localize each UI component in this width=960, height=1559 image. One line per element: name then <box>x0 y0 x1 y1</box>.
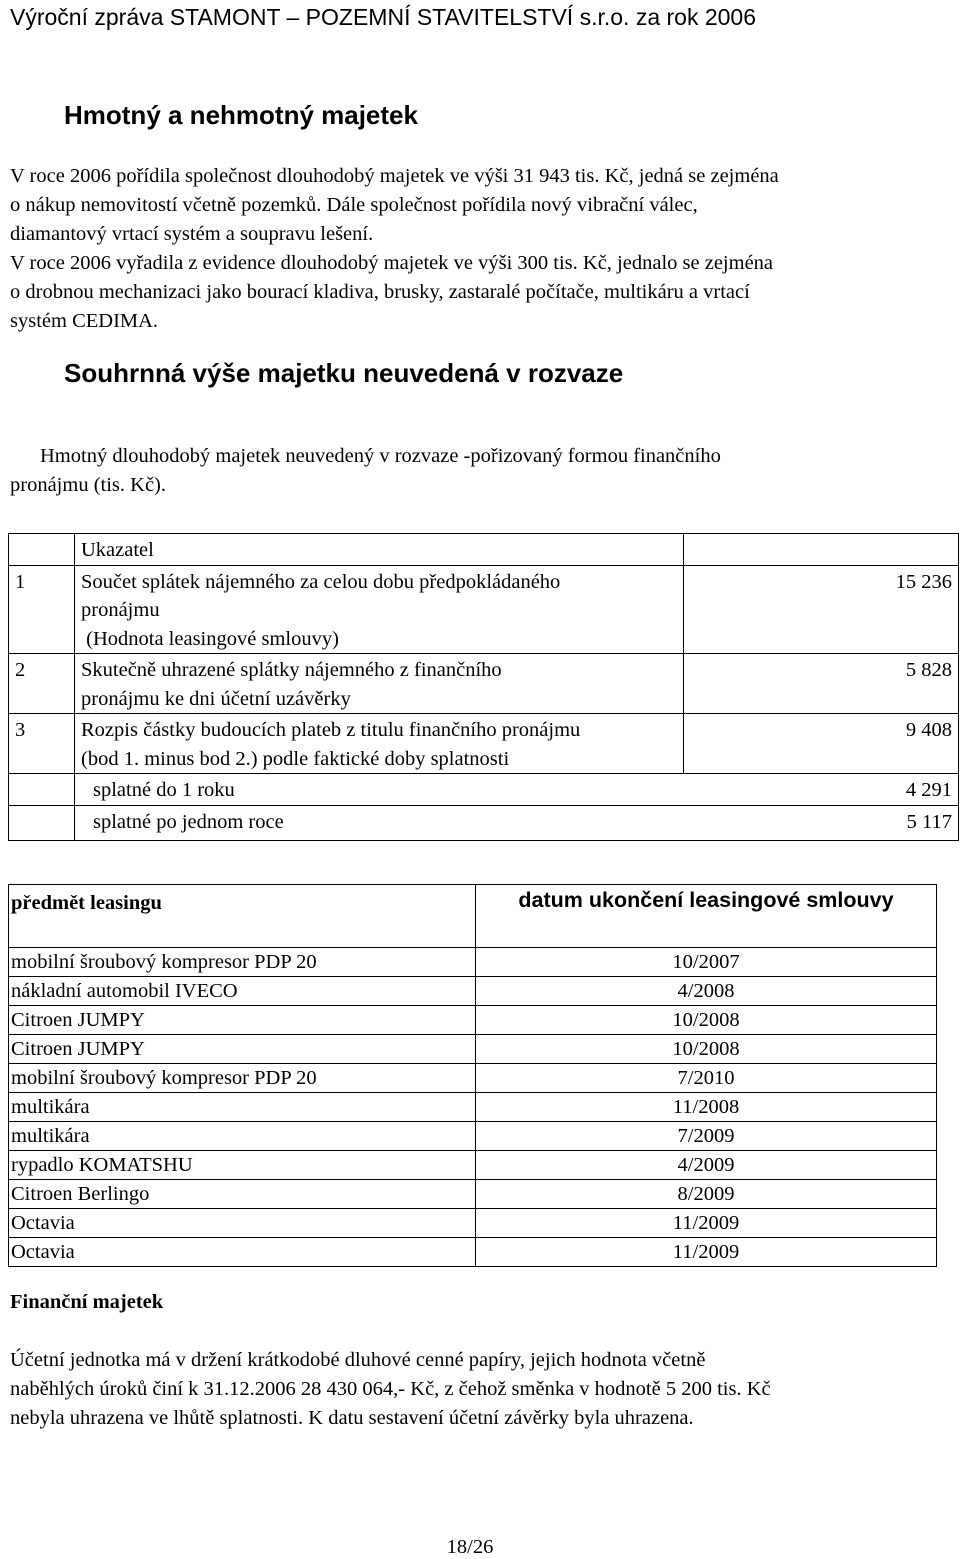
table-row: Citroen JUMPY 10/2008 <box>9 1035 937 1064</box>
table-row <box>9 654 959 714</box>
table-row <box>9 774 959 806</box>
heading-tangible-assets: Hmotný a nehmotný majetek <box>64 100 418 130</box>
row-label: Rozpis částky budoucích plateb z titulu finančního pronájmu (bod 1. minus bod 2.) podle faktické doby splatnosti <box>75 714 684 774</box>
heading-financial-assets: Finanční majetek <box>10 1291 164 1313</box>
text-line: o drobnou mechanizaci jako bourací kladiva, brusky, zastaralé počítače, multikáru a vrtací <box>10 281 750 303</box>
text-line: Účetní jednotka má v držení krátkodobé dluhové cenné papíry, jejich hodnota včetně <box>10 1349 706 1371</box>
row-value: 4 291 <box>905 779 952 801</box>
table-header-row <box>9 534 959 566</box>
row-index: 1 <box>9 565 75 654</box>
leasing-items-table <box>8 884 937 1267</box>
table-row: Citroen JUMPY 10/2008 <box>9 1006 937 1035</box>
table-header-row <box>9 885 937 948</box>
table-row: mobilní šroubový kompresor PDP 20 10/2007 <box>9 948 937 977</box>
table-row: mobilní šroubový kompresor PDP 20 7/2010 <box>9 1064 937 1093</box>
row-label: splatné po jednom roce 5 117 <box>75 805 959 841</box>
table-row: Octavia 11/2009 <box>9 1238 937 1267</box>
table-row: multikára 11/2008 <box>9 1093 937 1122</box>
text-line: V roce 2006 pořídila společnost dlouhodobý majetek ve výši 31 943 tis. Kč, jedná se zejména <box>10 165 779 187</box>
text-line: nebyla uhrazena ve lhůtě splatnosti. K datu sestavení účetní závěrky byla uhrazena. <box>10 1407 694 1429</box>
row-label: Součet splátek nájemného za celou dobu předpokládaného pronájmu (Hodnota leasingové smlouvy) <box>75 565 684 654</box>
column-header-indicator: Ukazatel <box>75 534 684 566</box>
page-header: Výroční zpráva STAMONT – POZEMNÍ STAVITELSTVÍ s.r.o. za rok 2006 <box>10 4 757 30</box>
table-row: Octavia 11/2009 <box>9 1209 937 1238</box>
row-label: Skutečně uhrazené splátky nájemného z finančního pronájmu ke dni účetní uzávěrky <box>75 654 684 714</box>
text-line: V roce 2006 vyřadila z evidence dlouhodobý majetek ve výši 300 tis. Kč, jednalo se zejména <box>10 252 774 274</box>
page-number: 18/26 <box>446 1536 494 1558</box>
table-row: nákladní automobil IVECO 4/2008 <box>9 977 937 1006</box>
lease-summary-table <box>8 533 959 841</box>
text-line: diamantový vrtací systém a soupravu lešení. <box>10 223 374 245</box>
heading-off-balance-assets: Souhrnná výše majetku neuvedená v rozvaze <box>64 358 624 388</box>
text-line: pronájmu (tis. Kč). <box>10 474 166 496</box>
table-row <box>9 714 959 774</box>
paragraph-off-balance <box>10 442 721 500</box>
table-row: Citroen Berlingo 8/2009 <box>9 1180 937 1209</box>
row-value: 9 408 <box>684 714 959 774</box>
table-row: multikára 7/2009 <box>9 1122 937 1151</box>
text-line: o nákup nemovitostí včetně pozemků. Dále společnost pořídila nový vibrační válec, <box>10 194 698 216</box>
paragraph-financial-assets <box>10 1346 771 1433</box>
column-header-item: předmět leasingu <box>9 885 476 948</box>
row-label: splatné do 1 roku 4 291 <box>75 774 959 806</box>
text-line: naběhlých úroků činí k 31.12.2006 28 430 064,- Kč, z čehož směnka v hodnotě 5 200 tis. Kč <box>10 1378 771 1400</box>
column-header-end-date: datum ukončení leasingové smlouvy <box>476 885 937 948</box>
paragraph-assets <box>10 162 940 336</box>
table-row <box>9 565 959 654</box>
row-index: 3 <box>9 714 75 774</box>
table-row: rypadlo KOMATSHU 4/2009 <box>9 1151 937 1180</box>
row-index: 2 <box>9 654 75 714</box>
row-value: 15 236 <box>684 565 959 654</box>
row-value: 5 117 <box>906 810 952 833</box>
row-value: 5 828 <box>684 654 959 714</box>
table-row <box>9 805 959 841</box>
text-line: Hmotný dlouhodobý majetek neuvedený v rozvaze -pořizovaný formou finančního <box>40 445 721 467</box>
text-line: systém CEDIMA. <box>10 310 159 332</box>
